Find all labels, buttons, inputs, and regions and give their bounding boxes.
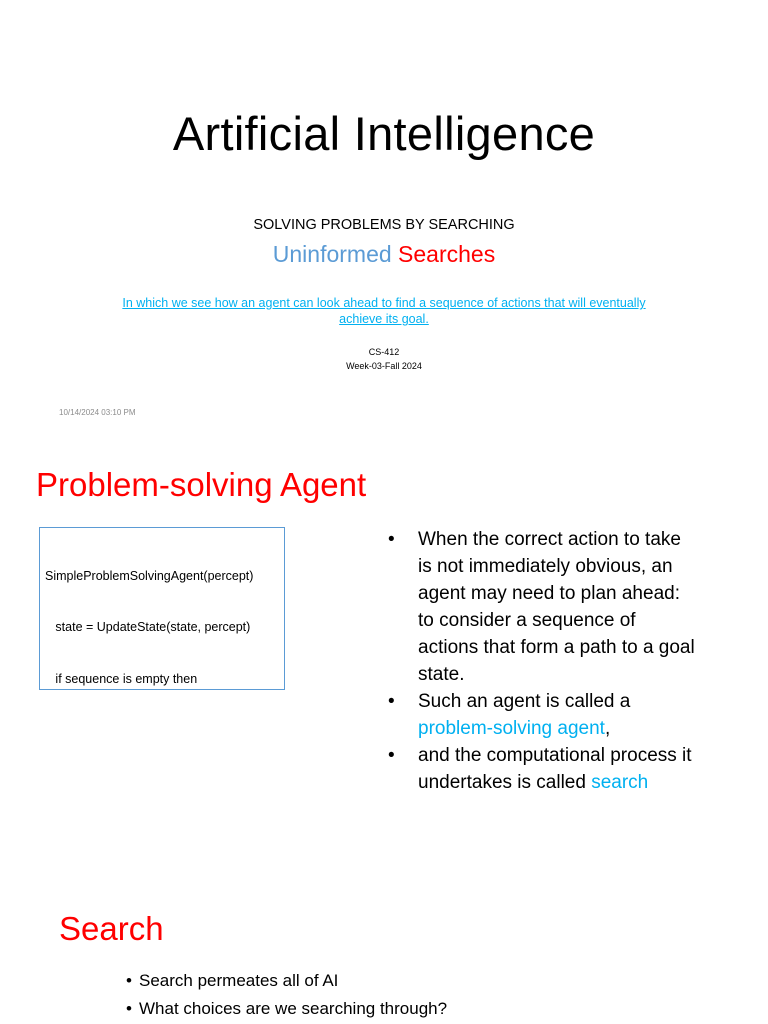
bullet-text: and the computational process it undertakes is called: [418, 745, 692, 793]
course-code: CS-412: [368, 347, 400, 357]
subtitle-caps: SOLVING PROBLEMS BY SEARCHING: [253, 217, 515, 233]
highlight-problem-solving-agent: problem-solving agent: [418, 718, 605, 739]
code-line: state = UpdateState(state, percept): [45, 620, 251, 635]
bullet-dot: •: [126, 971, 132, 990]
search-bullet-list: [126, 967, 726, 1023]
problem-solving-heading: Problem-solving Agent: [36, 466, 367, 503]
highlight-search: search: [591, 772, 649, 793]
bullet-suffix: ,: [604, 718, 611, 739]
subtitle-uninformed: Uninformed: [272, 241, 392, 267]
bullet-item: [388, 688, 698, 742]
pseudocode-box: [39, 527, 285, 690]
week-label: Week-03-Fall 2024: [346, 361, 422, 371]
bullet-text: Such an agent is called a: [418, 691, 631, 712]
bullet-text: When the correct action to take is not immediately obvious, an agent may need to plan ahead: to consider a sequence of actions that form a path to a goal state.: [418, 529, 695, 685]
list-item-text: Search permeates all of AI: [139, 971, 339, 990]
bullet-dot: •: [388, 529, 395, 550]
search-heading: Search: [59, 910, 164, 947]
agent-bullet-list: [388, 526, 698, 796]
code-line: SimpleProblemSolvingAgent(percept): [45, 568, 254, 583]
subtitle-main: [0, 239, 768, 269]
list-item-text: What choices are we searching through?: [139, 999, 448, 1018]
timestamp: 10/14/2024 03:10 PM: [59, 408, 136, 417]
list-item: [126, 995, 726, 1023]
bullet-dot: •: [388, 691, 395, 712]
bullet-dot: •: [126, 999, 132, 1018]
tagline-link[interactable]: [104, 295, 664, 327]
slide-title: Artificial Intelligence: [172, 107, 596, 160]
bullet-item: [388, 742, 698, 796]
bullet-item: [388, 526, 698, 688]
subtitle-searches: Searches: [398, 241, 496, 267]
tagline-line-1: In which we see how an agent can look ahead to find a sequence of actions that will eventually: [122, 296, 646, 310]
bullet-dot: •: [388, 745, 395, 766]
tagline-line-2: achieve its goal.: [339, 312, 429, 326]
code-line: if sequence is empty then: [45, 672, 198, 687]
list-item: [126, 967, 726, 995]
